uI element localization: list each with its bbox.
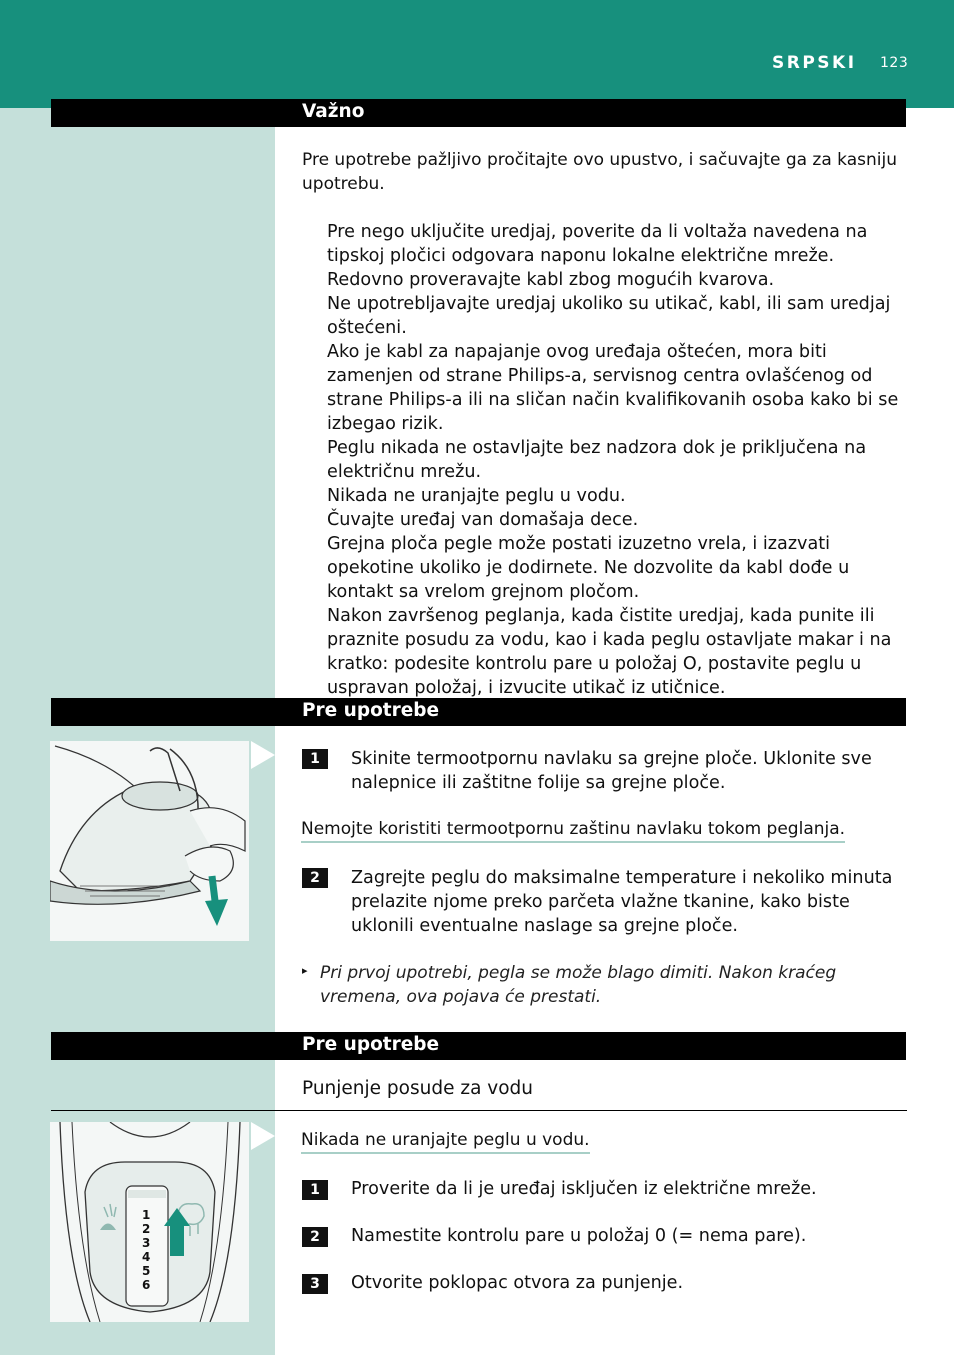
note-text: Nemojte koristiti termootpornu zaštinu navlaku tokom peglanja.	[301, 818, 845, 843]
warning-item: Peglu nikada ne ostavljajte bez nadzora dok je priključena na električnu mrežu.	[327, 438, 867, 482]
warning-item: Grejna ploča pegle može postati izuzetno vrela, i izazvati opekotine ukoliko je dodirnete. Ne dozvolite da kabl dođe u kontakt sa vrelom grejnom pločom.	[327, 534, 850, 602]
divider	[51, 1110, 907, 1111]
step-text: Skinite termootpornu navlaku sa grejne ploče. Uklonite sve nalepnice ili zaštitne folije sa grejne ploče.	[351, 749, 872, 793]
warning-item: Redovno proveravajte kabl zbog mogućih kvarova.	[327, 270, 775, 290]
illustration-pointer	[251, 741, 275, 769]
tip-arrow-icon: ▸	[302, 964, 308, 977]
dial-number: 5	[142, 1264, 151, 1278]
section-title: Pre upotrebe	[302, 700, 440, 721]
step-number: 2	[302, 1227, 328, 1247]
dial-number: 3	[142, 1236, 151, 1250]
section-title: Pre upotrebe	[302, 1034, 440, 1055]
section-heading-filling	[51, 1032, 906, 1060]
warning-item: Ne upotrebljavajte uredjaj ukoliko su utikač, kabl, ili sam uredjaj oštećeni.	[327, 294, 891, 338]
tip-text: Pri prvoj upotrebi, pegla se može blago dimiti. Nakon kraćeg vremena, ova pojava će prestati.	[320, 963, 837, 1007]
iron-cover-illustration	[50, 741, 249, 941]
language-label: SRPSKI	[772, 53, 857, 73]
dial-number: 4	[142, 1250, 151, 1264]
warning-item: Čuvajte uređaj van domašaja dece.	[327, 510, 639, 530]
dial-number: 6	[142, 1278, 151, 1292]
note-text: Nikada ne uranjajte peglu u vodu.	[301, 1129, 590, 1154]
step-number: 2	[302, 868, 328, 888]
step-text: Namestite kontrolu pare u položaj 0 (= nema pare).	[351, 1226, 807, 1246]
page-number: 123	[880, 55, 909, 71]
warning-item: Nikada ne uranjajte peglu u vodu.	[327, 486, 626, 506]
warning-item: Pre nego uključite uredjaj, poverite da li voltaža navedena na tipskoj pločici odgovara naponu lokalne električne mreže.	[327, 222, 868, 266]
warning-item: Ako je kabl za napajanje ovog uređaja oštećen, mora biti zamenjen od strane Philips-a, servisnog centra ovlašćenog od strane Philips-a ili na sličan način kvalifikovanih osoba kako bi se izbegao rizik.	[327, 342, 899, 434]
step-number: 1	[302, 1180, 328, 1200]
iron-cover-drawing	[50, 741, 249, 941]
dial-number: 2	[142, 1222, 151, 1236]
step-number: 3	[302, 1274, 328, 1294]
section-heading-before-use	[51, 698, 906, 726]
warning-item: Nakon završenog peglanja, kada čistite uredjaj, kada punite ili praznite posudu za vodu, kao i kada peglu ostavljate makar i na kratko: podesite kontrolu pare u položaj O, postavite peglu u uspravan položaj, i izvucite utikač iz utičnice.	[327, 606, 892, 698]
illustration-pointer	[251, 1122, 275, 1150]
section-heading-important	[51, 99, 906, 127]
intro-text: Pre upotrebe pažljivo pročitajte ovo upustvo, i sačuvajte ga za kasniju upotrebu.	[302, 150, 897, 194]
step-number: 1	[302, 749, 328, 769]
step-text: Proverite da li je uređaj isključen iz električne mreže.	[351, 1179, 817, 1199]
step-text: Otvorite poklopac otvora za punjenje.	[351, 1273, 684, 1293]
section-title: Važno	[302, 101, 365, 122]
dial-number: 1	[142, 1208, 151, 1222]
subheading: Punjenje posude za vodu	[302, 1078, 534, 1099]
steam-control-drawing	[50, 1122, 249, 1322]
warnings-list	[327, 220, 907, 700]
step-text: Zagrejte peglu do maksimalne temperature i nekoliko minuta prelazite njome preko parčeta vlažne tkanine, kako biste uklonili eventualne naslage sa grejne ploče.	[351, 868, 893, 936]
steam-control-illustration	[50, 1122, 249, 1322]
